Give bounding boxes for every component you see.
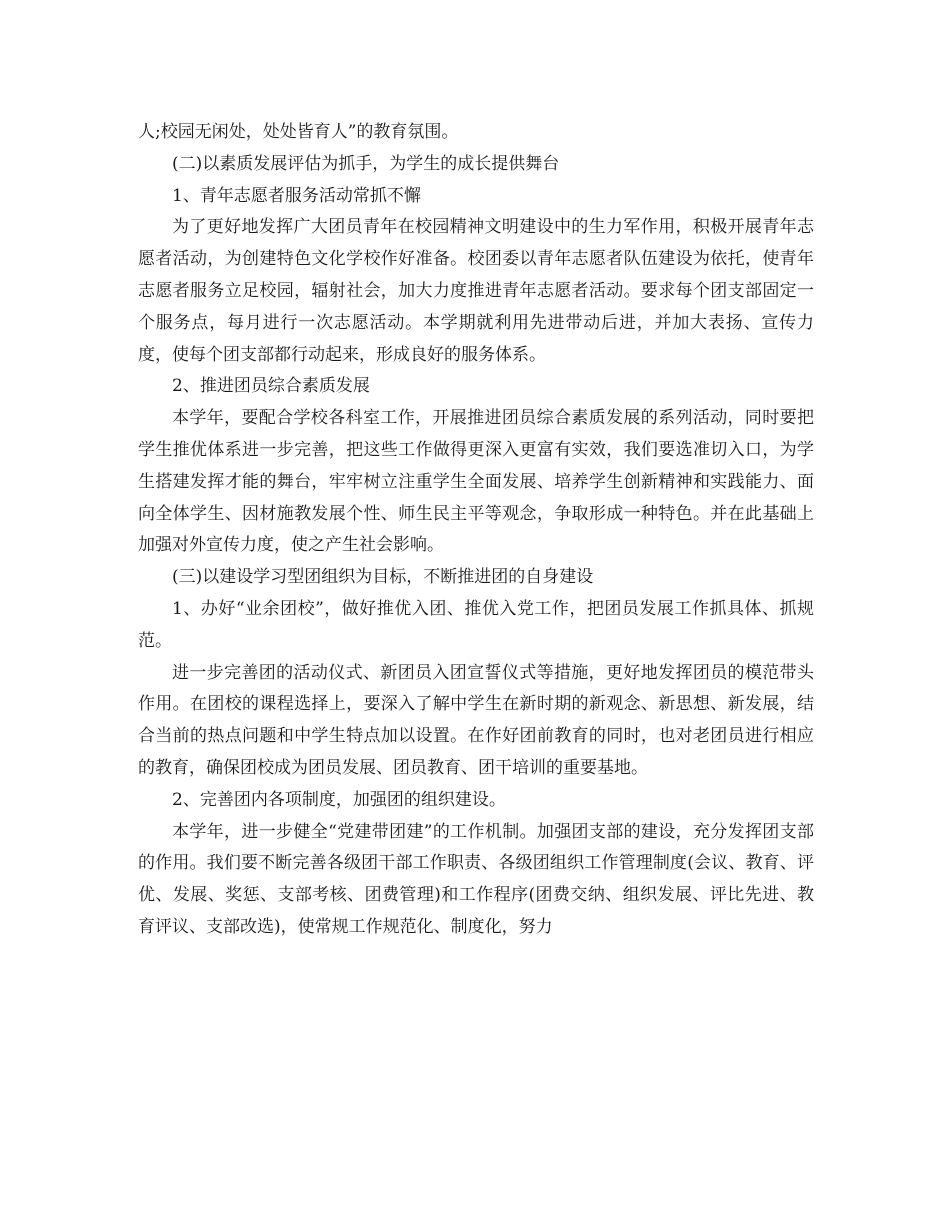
paragraph-school: 进一步完善团的活动仪式、新团员入团宣誓仪式等措施，更好地发挥团员的模范带头作用。在团校的课程选择上，要深入了解中学生在新时期的新观念、新思想、新发展，结合当前的热点问题和中学生特点加以设置。在作好团前教育的同时，也对老团员进行相应的教育，确保团校成为团员发展、团员教育、团干培训的重要基地。: [138, 662, 814, 778]
paragraph-continuation: 人;校园无闲处，处处皆育人”的教育氛围。: [138, 122, 459, 142]
paragraph-quality: 本学年，要配合学校各科室工作，开展推进团员综合素质发展的系列活动，同时要把学生推优体系进一步完善，把这些工作做得更深入更富有实效，我们要选准切入口，为学生搭建发挥才能的舞台，牢牢树立注重学生全面发展、培养学生创新精神和实践能力、面向全体学生、因材施教发展个性、师生民主平等观念，争取形成一种特色。并在此基础上加强对外宣传力度，使之产生社会影响。: [138, 408, 814, 556]
subheading-quality: 2、推进团员综合素质发展: [172, 376, 370, 397]
document-body: [138, 117, 814, 944]
paragraph-system: 本学年，进一步健全“党建带团建”的工作机制。加强团支部的建设，充分发挥团支部的作用。我们要不断完善各级团干部工作职责、各级团组织工作管理制度(会议、教育、评优、发展、奖惩、支部考核、团费管理)和工作程序(团费交纳、组织发展、评比先进、教育评议、支部改选)，使常规工作规范化、制度化，努力: [138, 821, 814, 937]
subheading-school: 1、办好“业余团校”，做好推优入团、推优入党工作，把团员发展工作抓具体、抓规范。: [138, 598, 814, 651]
subheading-system: 2、完善团内各项制度，加强团的组织建设。: [172, 789, 506, 810]
section-heading-2: (二)以素质发展评估为抓手，为学生的成长提供舞台: [172, 153, 560, 174]
section-heading-3: (三)以建设学习型团组织为目标，不断推进团的自身建设: [172, 567, 594, 588]
subheading-volunteer: 1、青年志愿者服务活动常抓不懈: [172, 185, 421, 206]
paragraph-volunteer: 为了更好地发挥广大团员青年在校园精神文明建设中的生力军作用，积极开展青年志愿者活动，为创建特色文化学校作好准备。校团委以青年志愿者队伍建设为依托，使青年志愿者服务立足校园，辐射社会，加大力度推进青年志愿者活动。要求每个团支部固定一个服务点，每月进行一次志愿活动。本学期就利用先进带动后进，并加大表扬、宣传力度，使每个团支部都行动起来，形成良好的服务体系。: [138, 217, 814, 365]
